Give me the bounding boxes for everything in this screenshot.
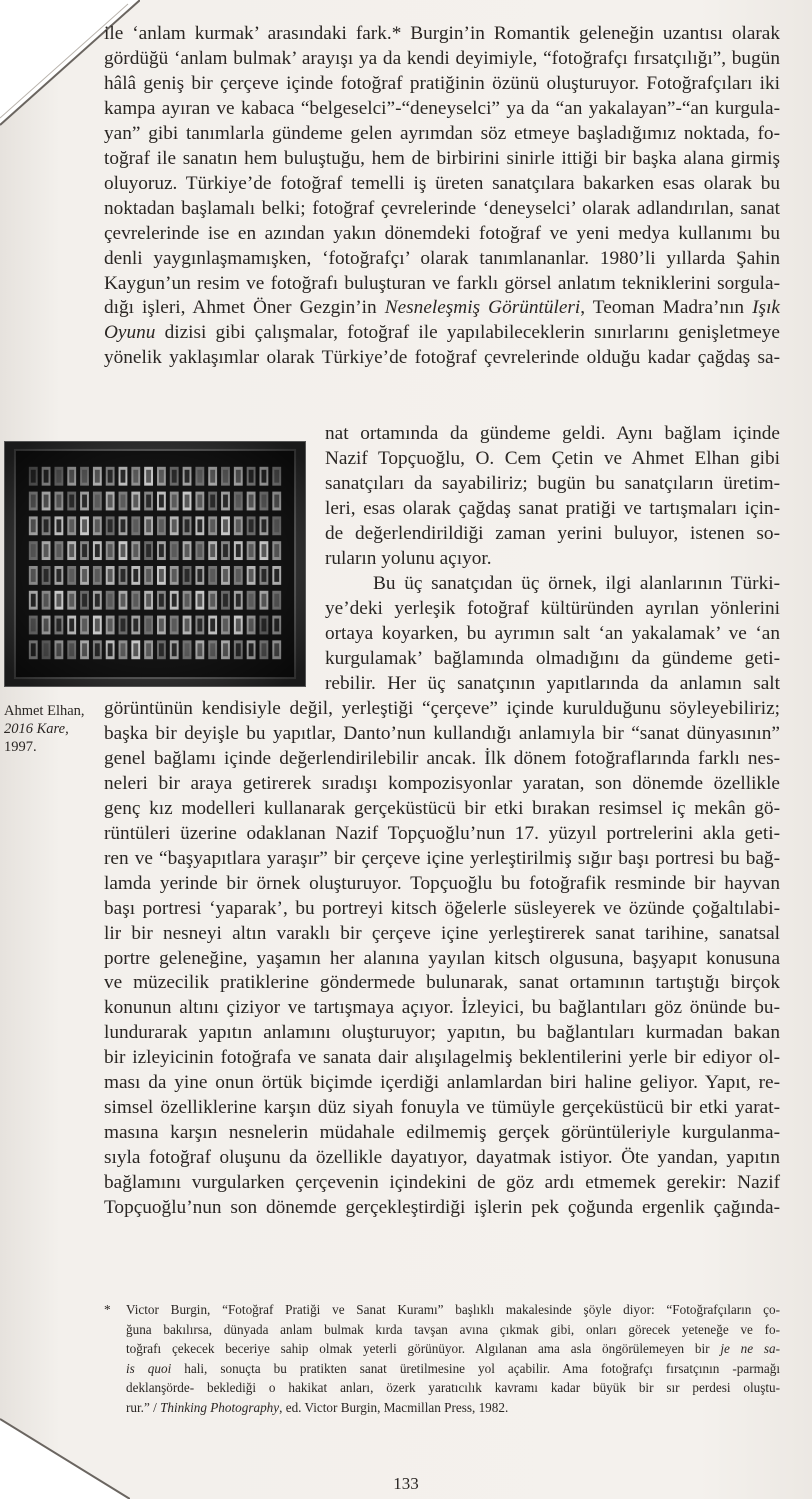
text-line: de değerlendirildiği zaman yerini buluyor, istenen so- <box>325 522 780 544</box>
book-title: Thinking Photography <box>160 1399 280 1415</box>
text-segment: , Teoman Madra’nın <box>580 297 753 319</box>
caption-title: 2016 Kare, <box>4 721 69 737</box>
text-line: gördüğü ‘anlam bulmak’ arayışı ya da kendi deyimiyle, “fotoğrafçı fırsatçılığı”, bugün <box>104 47 780 69</box>
text-line: oluyoruz. Türkiye’de fotoğraf temelli iş üreten sanatçılara bakarken esas olarak bu <box>104 172 780 194</box>
text-segment: toğrafı çekecek beceriye sahip olmak yeterli görünüyor. Algılanan ama asla öngörülemeyen bir <box>126 1341 721 1356</box>
artwork-title: Nesneleşmiş Görüntüleri <box>384 297 581 319</box>
footnote-marker: * <box>104 1302 111 1317</box>
text-line: başı portresi ‘yaparak’, bu portreyi kitsch öğelerle süsleyerek ve özünde çoğaltılabi- <box>104 897 780 919</box>
text-segment: hali, sonuçta bu pratikten sanat üretilmesine yol açabilir. Ama fotoğrafçı fırsatçının -parmağı <box>171 1360 780 1376</box>
text-line: görüntünün kendisiyle değil, yerleştiği “çerçeve” içinde kurulduğunu söyleyebiliriz; <box>104 698 780 719</box>
text-line: genç kız modelleri kullanarak gerçeküstücü bir etki bırakan resimsel iç mekân gö- <box>104 797 780 819</box>
text-line: sanatçıları da sayabiliriz; bugün bu sanatçıların üretim- <box>325 472 780 494</box>
text-line: Kaygun’un resim ve fotoğrafı buluşturan ve farklı görsel anlatım tekniklerini sorgula- <box>104 272 780 294</box>
text-line: denli yaygınlaşmamışken, ‘fotoğrafçı’ olarak tanımlananlar. 1980’li yıllarda Şahin <box>104 247 780 269</box>
text-line: masına karşın nesnelerin müdahale edilmemiş gerçek görüntüleriyle kurgulanma- <box>104 1122 780 1144</box>
text-line: ması da yine onun örtük biçimde içerdiği anlamlardan biri haline geliyor. Yapıt, re- <box>104 1072 780 1094</box>
foreign-phrase: is quoi <box>126 1360 172 1376</box>
artwork-title: Işık <box>752 297 780 319</box>
text-segment: , ed. Victor Burgin, Macmillan Press, 1982. <box>279 1399 509 1415</box>
text-line: lir bir nesneyi altın varaklı bir çerçeve içine yerleştirerek sanat tarihine, sanatsal <box>104 922 780 944</box>
text-segment: rur.” / <box>126 1399 161 1415</box>
text-line: başka bir deyişle bu yapıtlar, Danto’nun kullandığı anlamıyla bir “sanat dünyasının” <box>104 722 780 744</box>
footnote <box>104 1300 780 1417</box>
text-line: ruların yolunu açıyor. <box>325 547 492 569</box>
text-line: simsel özelliklerine karşın düz siyah fonuyla ve tümüyle gerçeküstücü bir etki yarat- <box>104 1097 780 1119</box>
artwork-photo <box>4 441 306 687</box>
text-line: Bu üç sanatçıdan üç örnek, ilgi alanlarının Türki- <box>373 572 780 594</box>
foreign-phrase: je ne sa- <box>720 1341 780 1356</box>
footnote-line <box>126 1359 780 1379</box>
text-line: ren ve “başyapıtlara yaraşır” bir çerçeve içine yerleştirilmiş sığır başı portresi bu bağ- <box>104 847 780 869</box>
footnote-line <box>126 1339 780 1359</box>
footnote-line: ğuna bakılırsa, dünyada anlam bulmak kırda tavşan avına çıkmak gibi, onları görecek yeteneğe ve fo- <box>126 1321 780 1337</box>
text-line: yönelik yaklaşımlar olarak Türkiye’de fotoğraf çevrelerinde olduğu kadar çağdaş sa- <box>104 347 780 369</box>
figure-caption <box>4 702 104 756</box>
main-text-right <box>325 422 780 696</box>
text-line: ile ‘anlam kurmak’ arasındaki fark.* Burgin’in Romantik geleneğin uzantısı olarak <box>104 23 780 44</box>
text-line: bağlamını vurgularken çerçevenin içindekini de göz ardı etmemek gerekir: Nazif <box>104 1172 780 1194</box>
main-text-top <box>104 22 780 371</box>
caption-year: 1997. <box>4 739 37 755</box>
text-line: toğraf ile sanatın hem buluştuğu, hem de birbirini sinirle ittiği bir başka alana girmiş <box>104 147 780 169</box>
text-line: yan” gibi tanımlarla gündeme gelen ayrımdan söz etmeye başladığımız noktada, fo- <box>104 122 780 144</box>
text-line: genel bağlamı içinde değerlendirilebilir ancak. İlk dönem fotoğraflarında farklı nes- <box>104 747 780 769</box>
text-line: konunun altını çiziyor ve tartışmaya açıyor. İzleyici, bu bağlantıları göz önünde bu- <box>104 997 780 1019</box>
text-segment: dizisi gibi çalışmalar, fotoğraf ile yapılabileceklerin sınırlarını genişletmeye <box>155 322 780 344</box>
text-line: hâlâ geniş bir çerçeve içinde fotoğraf pratiğinin özünü oluşturuyor. Fotoğrafçıları iki <box>104 72 780 94</box>
footnote-line: deklanşörde- beklediği o hakikat anları, özerk yaratıcılık kavramı kadar büyük bir sır perdesi oluştu- <box>126 1380 780 1395</box>
text-line: kurgulamak’ bağlamında olmadığını da gündeme geti- <box>325 647 780 669</box>
text-line <box>104 321 780 346</box>
text-line: ve müzecilik pratiklerine göndermede bulunarak, sanat ortamının tartıştığı birçok <box>104 972 780 994</box>
footnote-line <box>126 1398 780 1418</box>
text-line: Nazif Topçuoğlu, O. Cem Çetin ve Ahmet Elhan gibi <box>325 447 780 469</box>
text-line: noktadan başlamalı belki; fotoğraf çevrelerinde ‘deneyselci’ olarak adlandırılan, sanat <box>104 197 780 219</box>
footnote-line: Victor Burgin, “Fotoğraf Pratiği ve Sanat Kuramı” başlıklı makalesinde şöyle diyor: “Fotoğrafçıların ço- <box>126 1302 780 1317</box>
text-line: lundurarak yapıtın anlamını oluşturuyor; yapıtın, bu bağlantıları kurmadan bakan <box>104 1022 780 1044</box>
text-line: Topçuoğlu’nun son dönemde gerçekleştirdiği işlerin pek çoğunda ergenlik çağında- <box>104 1197 780 1219</box>
text-line: nat ortamında da gündeme geldi. Aynı bağlam içinde <box>325 423 780 444</box>
artwork-title: Oyunu <box>104 322 156 344</box>
text-line: leri, esas olarak çağdaş sanat pratiği ve tartışmaları için- <box>325 497 780 519</box>
text-line: rebilir. Her üç sanatçının yapıtlarında da anlamın salt <box>325 672 780 694</box>
footnote-body <box>126 1300 780 1417</box>
text-line: bir izleyicinin fotoğrafa ve sanata dair alışılagelmiş beklentilerini yerle bir ediyor ol- <box>104 1047 780 1069</box>
text-line: kampa ayıran ve kabaca “belgeselci”-“deneyselci” ya da “an yakalayan”-“an kurgula- <box>104 97 780 119</box>
text-line: portre geleneğine, yaşamın her alanına yayılan kitsch olgusuna, başyapıt konusuna <box>104 947 780 969</box>
text-line: ortaya koyarken, bu ayrımın salt ‘an yakalamak’ ve ‘an <box>325 622 780 644</box>
main-text-bottom <box>104 697 780 1221</box>
text-line: lamda yerinde bir örnek oluşturuyor. Topçuoğlu bu fotoğrafik resminde bir hayvan <box>104 872 780 894</box>
text-line <box>104 296 780 321</box>
text-line: çevrelerinde ise en azından yakın dönemdeki fotoğraf ve yeni medya kullanımı bu <box>104 222 780 244</box>
text-line: rüntüleri üzerine odaklanan Nazif Topçuoğlu’nun 17. yüzyıl portrelerini akla geti- <box>104 822 780 844</box>
text-line: ye’deki yerleşik fotoğraf kültüründen ayrılan yönlerini <box>325 597 780 619</box>
caption-artist: Ahmet Elhan, <box>4 703 85 719</box>
text-line: neleri bir araya getirerek sıradışı kompozisyonlar yaratan, son dönemde özellikle <box>104 772 780 794</box>
text-segment: dığı işleri, Ahmet Öner Gezgin’in <box>104 297 385 319</box>
artwork-photo-image <box>5 442 305 686</box>
page-number: 133 <box>393 1474 419 1493</box>
text-line: sıyla fotoğraf oluşunu da özellikle dayatıyor, dayatmak istiyor. Öte yandan, yapıtın <box>104 1147 780 1169</box>
